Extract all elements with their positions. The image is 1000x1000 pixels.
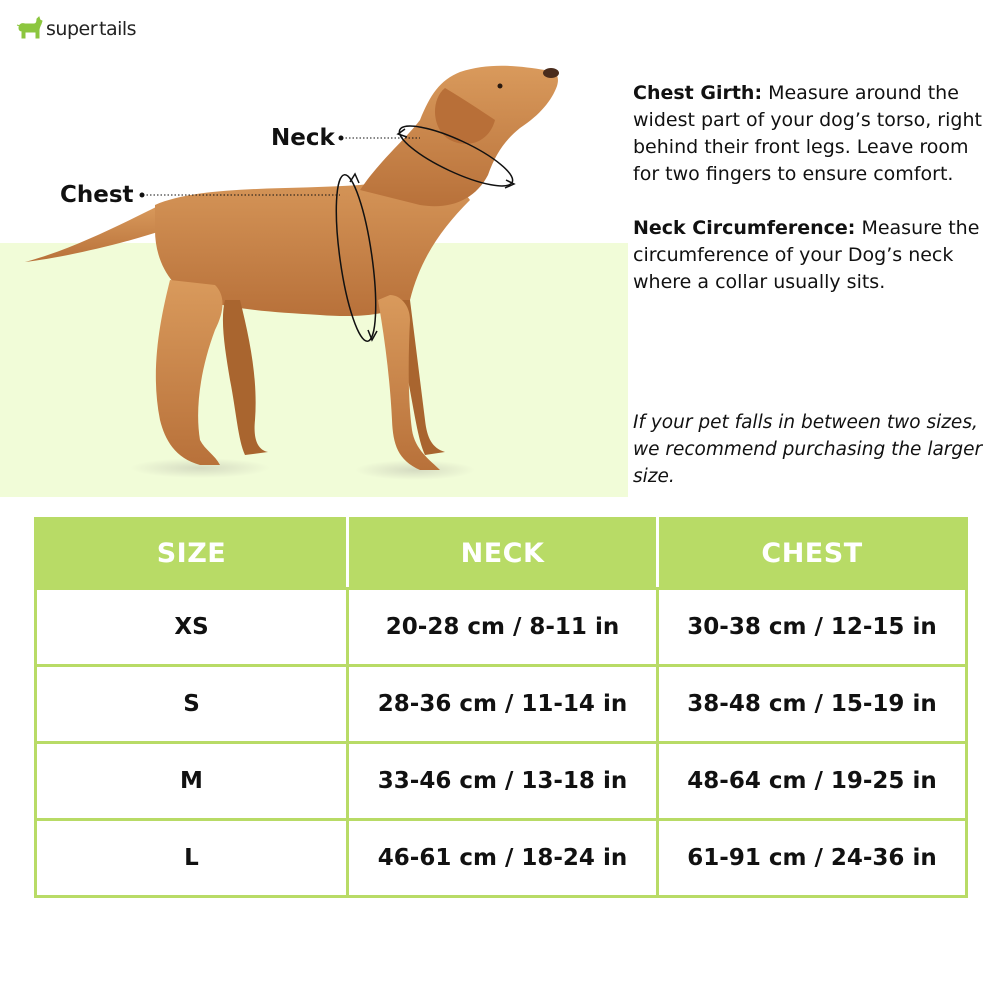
neck-title: Neck Circumference: [633,217,856,239]
cell-chest: 30-38 cm / 12-15 in [658,589,967,666]
neck-text: Measure the circumference of your Dog’s neck where a collar usually sits. [633,217,980,293]
table-row [36,666,967,743]
supertails-logo[interactable] [16,14,136,44]
cell-chest: 48-64 cm / 19-25 in [658,743,967,820]
cell-size: L [36,820,348,897]
header-size: SIZE [36,519,348,589]
cell-chest: 38-48 cm / 15-19 in [658,666,967,743]
cell-size: S [36,666,348,743]
neck-label: Neck [271,125,335,151]
chest-girth-title: Chest Girth: [633,82,763,104]
cell-size: XS [36,589,348,666]
table-row [36,820,967,897]
cell-neck: 46-61 cm / 18-24 in [348,820,658,897]
size-note: If your pet falls in between two sizes, we recommend purchasing the larger size. [633,412,983,487]
cell-size: M [36,743,348,820]
chest-label: Chest [60,182,134,208]
cell-neck: 28-36 cm / 11-14 in [348,666,658,743]
chest-girth-paragraph [633,80,993,188]
measurement-instructions [633,80,993,296]
size-chart-table [34,517,968,898]
chest-arrow-top-icon [350,174,359,183]
table-row [36,743,967,820]
cell-neck: 33-46 cm / 13-18 in [348,743,658,820]
header-chest: CHEST [658,519,967,589]
logo-text-part2: tails [99,17,137,40]
cell-chest: 61-91 cm / 24-36 in [658,820,967,897]
table-header-row [36,519,967,589]
cell-neck: 20-28 cm / 8-11 in [348,589,658,666]
neck-paragraph [633,215,993,296]
dog-logo-icon [16,16,44,42]
chest-girth-text: Measure around the widest part of your dog’s torso, right behind their front legs. Leave room for two fingers to ensure comfort. [633,82,982,185]
header-neck: NECK [348,519,658,589]
logo-text-part1: super [46,17,98,40]
dog-measurement-illustration [0,50,628,497]
table-row [36,589,967,666]
